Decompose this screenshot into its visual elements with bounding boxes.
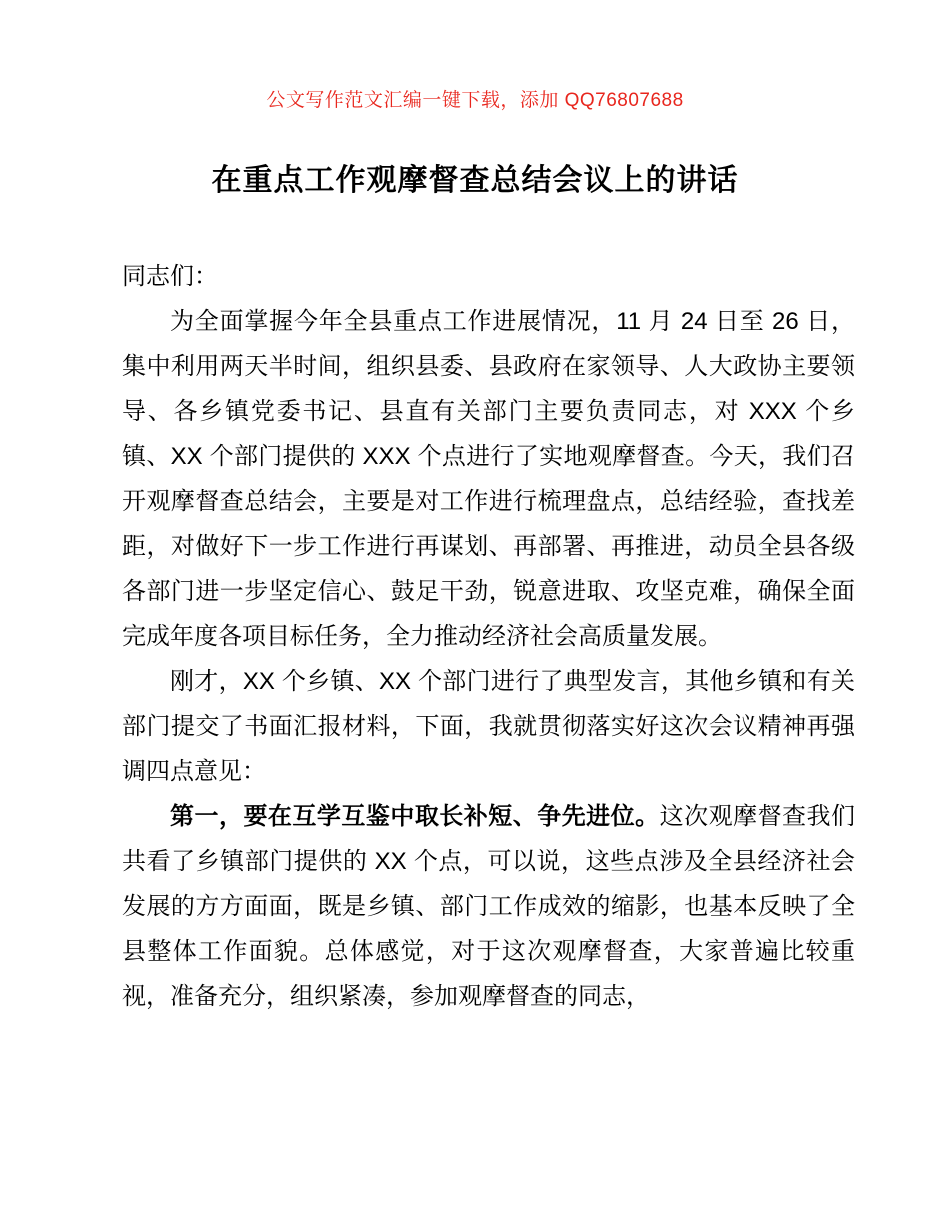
paragraph-point-one (122, 794, 855, 1019)
salutation: 同志们： (122, 263, 218, 290)
paragraph-transition: 刚才，XX 个乡镇、XX 个部门进行了典型发言，其他乡镇和有关部门提交了书面汇报材料，下面，我就贯彻落实好这次会议精神再强调四点意见： (122, 668, 855, 785)
paragraph-point-one-lead: 第一，要在互学互鉴中取长补短、争先进位。 (170, 803, 660, 830)
promo-text: 公文写作范文汇编一键下载，添加 QQ76807688 (266, 90, 684, 111)
document-title: 在重点工作观摩督查总结会议上的讲话 (211, 164, 739, 197)
promo-banner (0, 88, 950, 114)
document-body (122, 254, 855, 1019)
paragraph-point-one-text: 这次观摩督查我们共看了乡镇部门提供的 XX 个点，可以说，这些点涉及全县经济社会发展的方方面面，既是乡镇、部门工作成效的缩影，也基本反映了全县整体工作面貌。总体感觉，对于这次观摩督查，大家普遍比较重视，准备充分，组织紧凑，参加观摩督查的同志， (122, 803, 856, 1010)
paragraph-overview: 为全面掌握今年全县重点工作进展情况，11 月 24 日至 26 日，集中利用两天半时间，组织县委、县政府在家领导、人大政协主要领导、各乡镇党委书记、县直有关部门主要负责同志，对 XXX 个乡镇、XX 个部门提供的 XXX 个点进行了实地观摩督查。今天，我们召开观摩督查总结会，主要是对工作进行梳理盘点，总结经验，查找差距，对做好下一步工作进行再谋划、再部署、再推进，动员全县各级各部门进一步坚定信心、鼓足干劲，锐意进取、攻坚克难，确保全面完成年度各项目标任务，全力推动经济社会高质量发展。 (122, 308, 855, 650)
